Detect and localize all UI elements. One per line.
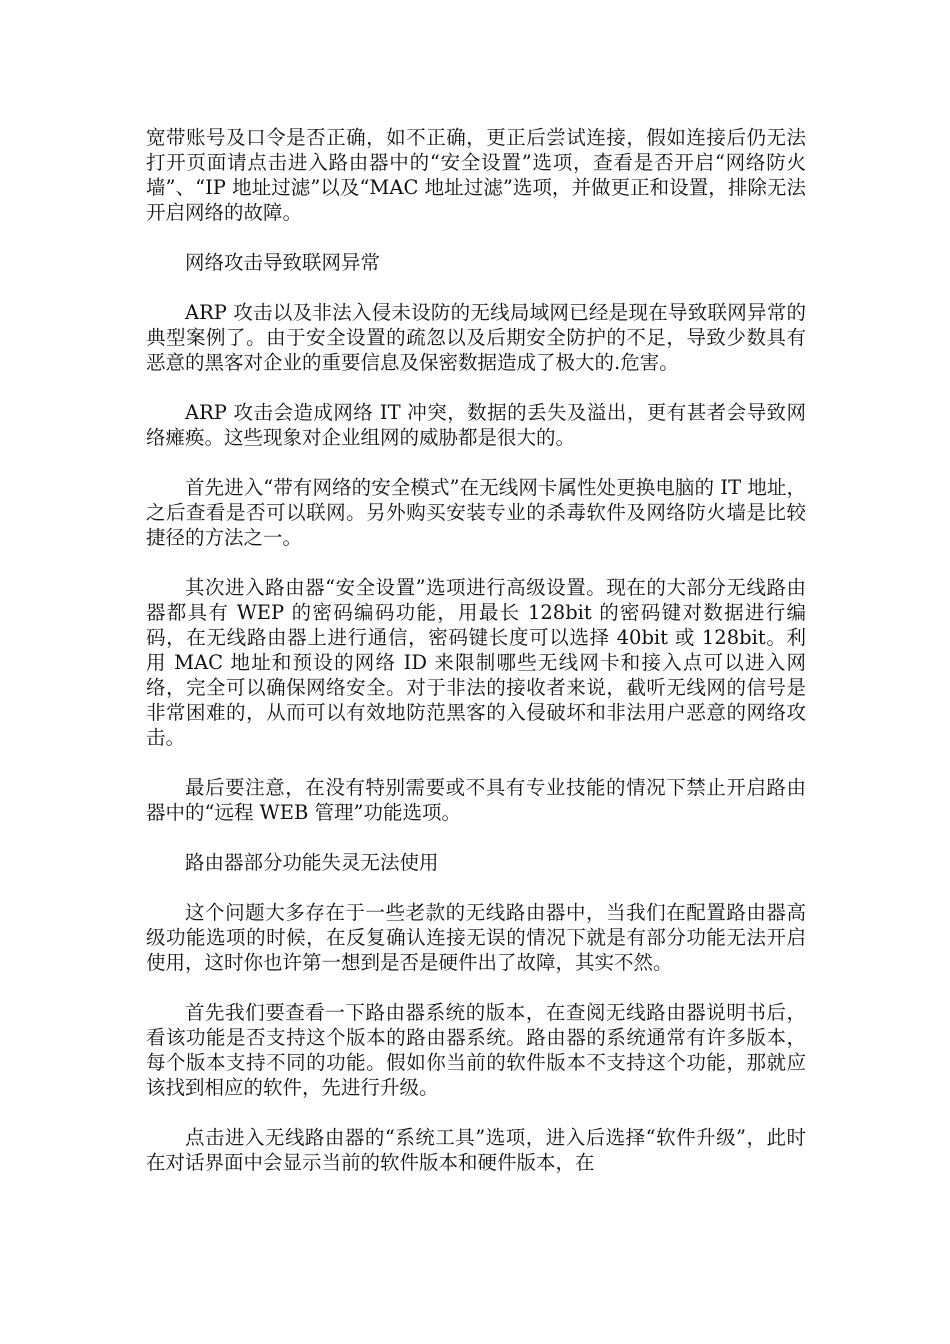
section-heading: 路由器部分功能失灵无法使用: [185, 851, 439, 874]
paragraph: 首先进入“带有网络的安全模式”在无线网卡属性处更换电脑的 IT 地址，之后查看是否可以联网。另外购买安装专业的杀毒软件及网络防火墙是比较捷径的方法之一。: [146, 476, 806, 549]
paragraph: ARP 攻击以及非法入侵未设防的无线局域网已经是现在导致联网异常的典型案例了。由于安全设置的疏忽以及后期安全防护的不足，导致少数具有恶意的黑客对企业的重要信息及保密数据造成了极大的.危害。: [146, 301, 806, 374]
paragraph: 宽带账号及口令是否正确，如不正确，更正后尝试连接，假如连接后仍无法打开页面请点击进入路由器中的“安全设置”选项，查看是否开启“网络防火墙”、“IP 地址过滤”以及“MAC 地址过滤”选项，并做更正和设置，排除无法开启网络的故障。: [146, 126, 806, 224]
paragraph: ARP 攻击会造成网络 IT 冲突，数据的丢失及溢出，更有甚者会导致网络瘫痪。这些现象对企业组网的威胁都是很大的。: [146, 401, 806, 449]
paragraph: 其次进入路由器“安全设置”选项进行高级设置。现在的大部分无线路由器都具有 WEP 的密码编码功能，用最长 128bit 的密码键对数据进行编码，在无线路由器上进行通信，密码键长度可以选择 40bit 或 128bit。利用 MAC 地址和预设的网络 ID 来限制哪些无线网卡和接入点可以进入网络，完全可以确保网络安全。对于非法的接收者来说，截听无线网的信号是非常困难的，从而可以有效地防范黑客的入侵破坏和非法用户恶意的网络攻击。: [146, 576, 806, 749]
section-heading: 网络攻击导致联网异常: [185, 251, 381, 274]
document-body: [146, 125, 806, 1200]
paragraph: 首先我们要查看一下路由器系统的版本，在查阅无线路由器说明书后，看该功能是否支持这个版本的路由器系统。路由器的系统通常有许多版本，每个版本支持不同的功能。假如你当前的软件版本不支持这个功能，那就应该找到相应的软件，先进行升级。: [146, 1001, 806, 1099]
paragraph: 这个问题大多存在于一些老款的无线路由器中，当我们在配置路由器高级功能选项的时候，在反复确认连接无误的情况下就是有部分功能无法开启使用，这时你也许第一想到是否是硬件出了故障，其实不然。: [146, 901, 806, 974]
paragraph: 点击进入无线路由器的“系统工具”选项，进入后选择“软件升级”，此时在对话界面中会显示当前的软件版本和硬件版本，在: [146, 1126, 806, 1174]
paragraph: 最后要注意，在没有特别需要或不具有专业技能的情况下禁止开启路由器中的“远程 WEB 管理”功能选项。: [146, 776, 806, 824]
